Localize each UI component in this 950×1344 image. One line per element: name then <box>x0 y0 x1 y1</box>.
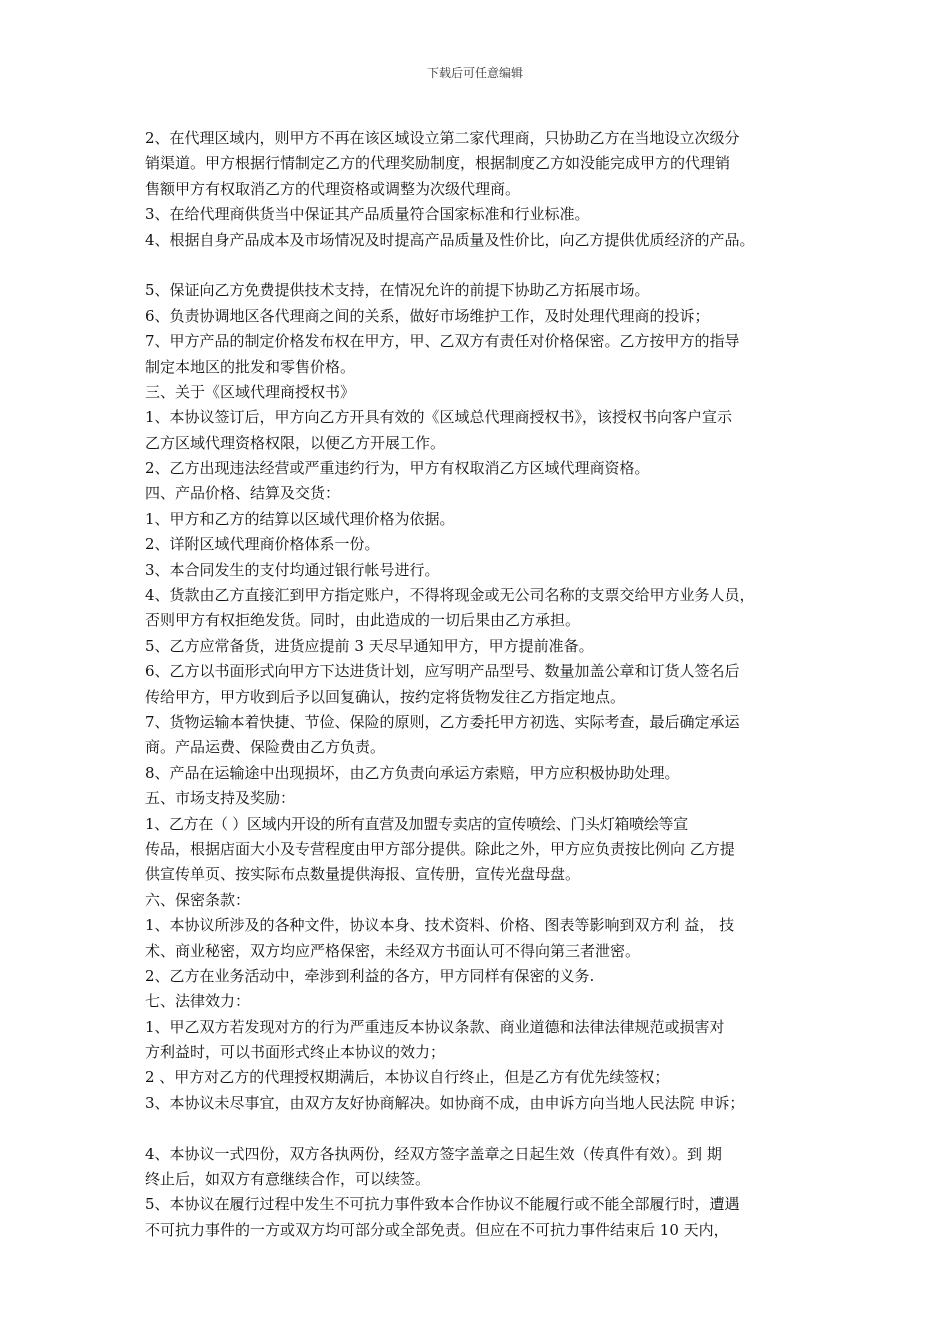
text-line: 2、详附区域代理商价格体系一份。 <box>145 535 380 554</box>
text-line: 销渠道。甲方根据行情制定乙方的代理奖励制度，根据制度乙方如没能完成甲方的代理销 <box>145 154 731 173</box>
text-line: 六、保密条款： <box>145 890 251 909</box>
text-line: 5、乙方应常备货，进货应提前 3 天尽早通知甲方，甲方提前准备。 <box>145 636 594 655</box>
text-line: 3、本合同发生的支付均通过银行帐号进行。 <box>145 560 440 579</box>
text-line: 5、本协议在履行过程中发生不可抗力事件致本合作协议不能履行或不能全部履行时，遭遇 <box>145 1195 740 1214</box>
text-line: 四、产品价格、结算及交货： <box>145 484 341 503</box>
text-line: 乙方区域代理资格权限，以便乙方开展工作。 <box>145 433 446 452</box>
text-line: 供宣传单页、按实际布点数量提供海报、宣传册，宣传光盘母盘。 <box>145 865 581 884</box>
text-line: 6、乙方以书面形式向甲方下达进货计划，应写明产品型号、数量加盖公章和订货人签名后 <box>145 662 740 681</box>
text-line: 4、货款由乙方直接汇到甲方指定账户，不得将现金或无公司名称的支票交给甲方业务人员， <box>145 586 755 605</box>
text-line: 2、乙方出现违法经营或严重违约行为，甲方有权取消乙方区域代理商资格。 <box>145 459 650 478</box>
text-line: 5、保证向乙方免费提供技术支持，在情况允许的前提下协助乙方拓展市场。 <box>145 281 650 300</box>
text-line: 三、关于《区域代理商授权书》 <box>145 382 356 401</box>
text-line: 2、乙方在业务活动中，牵涉到利益的各方，甲方同样有保密的义务. <box>145 966 595 985</box>
text-line: 3、在给代理商供货当中保证其产品质量符合国家标准和行业标准。 <box>145 205 590 224</box>
text-line: 否则甲方有权拒绝发货。同时，由此造成的一切后果由乙方承担。 <box>145 611 581 630</box>
text-line: 制定本地区的批发和零售价格。 <box>145 357 356 376</box>
text-line: 1、本协议所涉及的各种文件，协议本身、技术资料、价格、图表等影响到双方利 益， 技 <box>145 916 735 935</box>
text-line: 1、乙方在（ ）区域内开设的所有直营及加盟专卖店的宣传喷绘、门头灯箱喷绘等宣 <box>145 814 688 833</box>
page-header: 下载后可任意编辑 <box>426 66 523 80</box>
blank-line <box>145 253 820 278</box>
text-line: 3、本协议未尽事宜，由双方友好协商解决。如协商不成，由申诉方向当地人民法院 申诉； <box>145 1093 745 1112</box>
text-line: 2 、甲方对乙方的代理授权期满后，本协议自行终止，但是乙方有优先续签权； <box>145 1068 670 1087</box>
text-line: 8、产品在运输途中出现损坏，由乙方负责向承运方索赔，甲方应积极协助处理。 <box>145 763 680 782</box>
text-line: 1、甲乙双方若发现对方的行为严重违反本协议条款、商业道德和法律法律规范或损害对 <box>145 1017 725 1036</box>
text-line: 售额甲方有权取消乙方的代理资格或调整为次级代理商。 <box>145 179 521 198</box>
text-line: 1、甲方和乙方的结算以区域代理价格为依据。 <box>145 509 455 528</box>
text-line: 传给甲方，甲方收到后予以回复确认，按约定将货物发往乙方指定地点。 <box>145 687 626 706</box>
text-line: 4、根据自身产品成本及市场情况及时提高产品质量及性价比，向乙方提供优质经济的产品。 <box>145 230 755 249</box>
document-body <box>145 126 820 1243</box>
blank-line <box>145 1116 820 1141</box>
text-line: 2、在代理区域内，则甲方不再在该区域设立第二家代理商，只协助乙方在当地设立次级分 <box>145 129 740 147</box>
text-line: 1、本协议签订后，甲方向乙方开具有效的《区域总代理商授权书》，该授权书向客户宣示 <box>145 408 733 427</box>
text-line: 4、本协议一式四份，双方各执两份，经双方签字盖章之日起生效（传真件有效）。到 期 <box>145 1144 722 1163</box>
text-line: 五、市场支持及奖励： <box>145 789 296 808</box>
text-line: 6、负责协调地区各代理商之间的关系，做好市场维护工作，及时处理代理商的投诉； <box>145 306 710 325</box>
text-line: 终止后，如双方有意继续合作，可以续签。 <box>145 1170 431 1189</box>
text-line: 传品，根据店面大小及专营程度由甲方部分提供。除此之外，甲方应负责按比例向 乙方提 <box>145 839 735 858</box>
text-line: 方利益时，可以书面形式终止本协议的效力； <box>145 1043 446 1062</box>
text-line: 术、商业秘密，双方均应严格保密，未经双方书面认可不得向第三者泄密。 <box>145 941 641 960</box>
text-line: 7、甲方产品的制定价格发布权在甲方，甲、乙双方有责任对价格保密。乙方按甲方的指导 <box>145 332 740 351</box>
text-line: 七、法律效力： <box>145 992 251 1011</box>
text-line: 商。产品运费、保险费由乙方负责。 <box>145 738 386 757</box>
text-line: 不可抗力事件的一方或双方均可部分或全部免责。但应在不可抗力事件结束后 10 天内， <box>145 1220 729 1239</box>
text-line: 7、货物运输本着快捷、节俭、保险的原则，乙方委托甲方初选、实际考查，最后确定承运 <box>145 712 740 731</box>
